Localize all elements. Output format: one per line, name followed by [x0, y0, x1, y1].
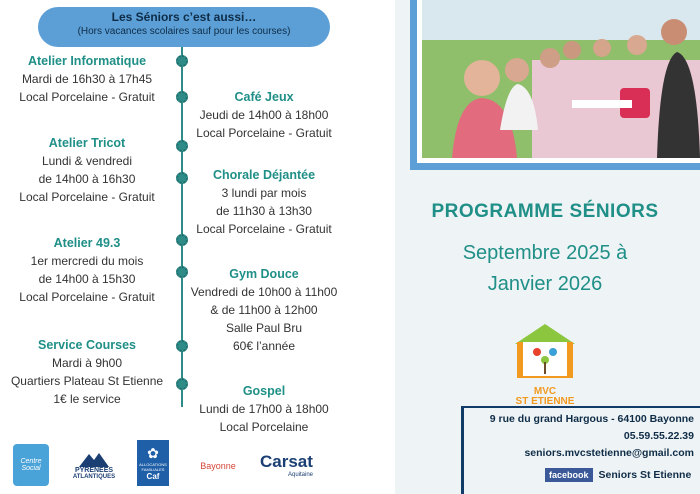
mvc-text: MVC — [533, 386, 557, 397]
activity-name: Atelier 49.3 — [53, 236, 121, 250]
activity-line: Jeudi de 14h00 à 18h00 — [199, 108, 329, 122]
program-title: PROGRAMME SÉNIORS — [431, 201, 659, 222]
facebook-link — [545, 468, 691, 482]
seniors-photo-image — [422, 0, 700, 158]
activity-line: 1er mercredi du mois — [30, 254, 144, 268]
activity-line: & de 11h00 à 12h00 — [210, 303, 318, 317]
program-dates — [400, 238, 690, 300]
activity-line: Mardi à 9h00 — [51, 356, 123, 370]
activity-line: Local Porcelaine - Gratuit — [19, 190, 155, 204]
activity-name: Chorale Déjantée — [212, 168, 316, 182]
activity-gospel — [185, 382, 343, 436]
pyrenees-logo — [72, 444, 116, 486]
header-banner — [38, 7, 330, 47]
house-icon — [495, 322, 595, 382]
partner-logos — [10, 438, 390, 488]
activity-line: Salle Paul Bru — [225, 321, 303, 335]
logo-text: PYRENEES — [74, 466, 114, 474]
activity-gym-douce — [185, 265, 343, 355]
dates-line: Septembre 2025 à — [462, 242, 628, 264]
activity-line: de 14h00 à 15h30 — [38, 272, 136, 286]
activity-line: Local Porcelaine - Gratuit — [19, 290, 155, 304]
activity-line: Local Porcelaine - Gratuit — [196, 126, 332, 140]
facebook-name: Seniors St Etienne — [598, 469, 692, 481]
address: 9 rue du grand Hargous - 64100 Bayonne — [489, 413, 694, 425]
activity-name: Café Jeux — [234, 90, 294, 104]
activity-line: Lundi de 17h00 à 18h00 — [199, 402, 329, 416]
logo-text: ALLOCATIONS FAMILIALES — [139, 462, 167, 472]
activity-line: Vendredi de 10h00 à 11h00 — [190, 285, 338, 299]
activity-line: de 11h30 à 13h30 — [216, 204, 312, 218]
bayonne-logo — [193, 458, 243, 474]
activity-name: Atelier Tricot — [48, 136, 126, 150]
activity-name: Atelier Informatique — [27, 54, 147, 68]
activity-line: Local Porcelaine - Gratuit — [196, 222, 332, 236]
activity-line: de 14h00 à 16h30 — [38, 172, 136, 186]
carsat-logo — [260, 448, 340, 482]
activity-atelier-49-3 — [2, 234, 172, 306]
activity-name: Gospel — [242, 384, 286, 398]
activity-line: Local Porcelaine - Gratuit — [19, 90, 155, 104]
activity-name: Service Courses — [38, 338, 136, 352]
logo-text: ATLANTIQUES — [72, 473, 116, 480]
phone: 05.59.55.22.39 — [623, 430, 694, 442]
mvc-logo — [495, 322, 595, 407]
activity-atelier-tricot — [2, 134, 172, 206]
activity-line: Lundi & vendredi — [41, 154, 133, 168]
activity-name: Gym Douce — [229, 267, 299, 281]
logo-text: Carsat — [260, 452, 313, 471]
activity-line: Local Porcelaine — [219, 420, 309, 434]
activity-line: Mardi de 16h30 à 17h45 — [21, 72, 153, 86]
caf-icon: ✿ — [147, 445, 159, 461]
centre-social-logo — [13, 444, 49, 486]
logo-text: Aquitaine — [288, 472, 314, 478]
logo-text: Centre Social — [20, 458, 42, 472]
caf-logo — [137, 440, 169, 486]
email: seniors.mvcstetienne@gmail.com — [524, 447, 694, 459]
logo-text: Caf — [146, 472, 160, 481]
activity-line: 60€ l’année — [232, 339, 296, 353]
dates-line: Janvier 2026 — [487, 273, 603, 295]
activity-line: 3 lundi par mois — [221, 186, 307, 200]
mvc-text: ST ETIENNE — [515, 396, 575, 407]
activity-chorale — [185, 166, 343, 238]
activity-cafe-jeux — [185, 88, 343, 142]
header-subtitle: (Hors vacances scolaires sauf pour les courses) — [77, 26, 291, 37]
group-photo — [422, 0, 700, 158]
timeline-dot — [176, 55, 188, 67]
mountain-icon — [79, 451, 109, 467]
header-title: Les Séniors c’est aussi… — [111, 10, 257, 24]
facebook-icon: facebook — [545, 468, 593, 482]
activity-line: 1€ le service — [53, 392, 121, 406]
activity-atelier-informatique — [2, 52, 172, 106]
activity-line: Quartiers Plateau St Etienne — [10, 374, 164, 388]
logo-text: Bayonne — [200, 461, 236, 471]
activity-service-courses — [2, 336, 172, 408]
